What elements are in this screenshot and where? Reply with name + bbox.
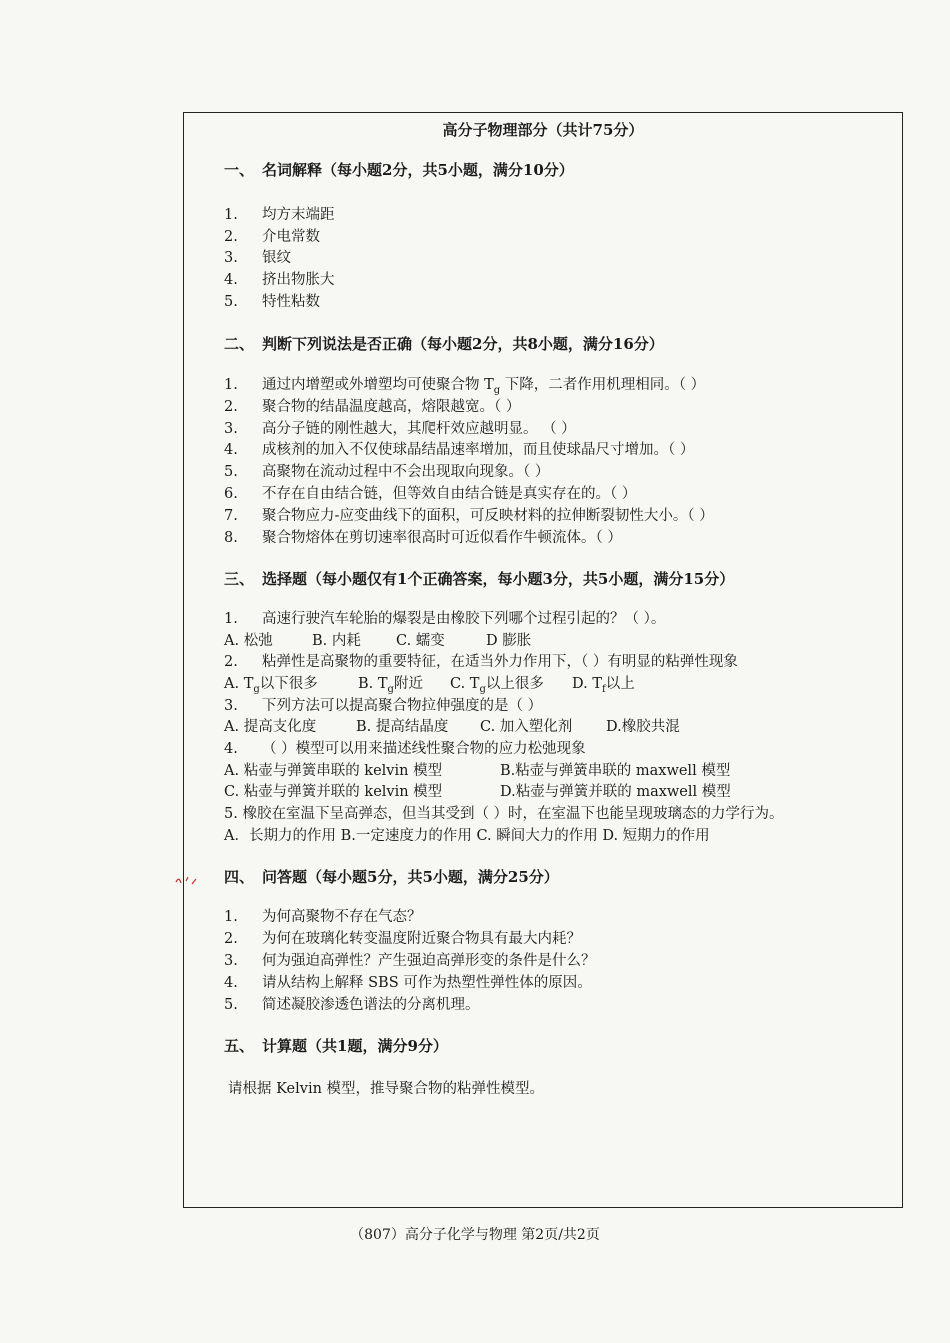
option-d: D.橡胶共混: [606, 719, 680, 735]
option-c: C. 加入塑化剂: [480, 719, 573, 735]
section-3-title: 选择题（每小题仅有1个正确答案，每小题3分，共5小题，满分15分）: [262, 570, 735, 588]
list-item: [224, 951, 596, 971]
item-text: 聚合物熔体在剪切速率很高时可近似看作牛顿流体。（ ）: [262, 530, 622, 546]
list-item: [224, 292, 320, 312]
section-5-number: 五、: [224, 1037, 255, 1055]
question-1: [224, 609, 665, 629]
option-text: C. T: [450, 676, 480, 692]
item-text: 请从结构上解释 SBS 可作为热塑性弹性体的原因。: [262, 975, 592, 991]
item-number: 3.: [224, 953, 238, 969]
section-1-number: 一、: [224, 161, 255, 179]
section-5-title: 计算题（共1题，满分9分）: [262, 1037, 448, 1055]
item-text: 银纹: [262, 250, 291, 266]
item-text: 何为强迫高弹性？产生强迫高弹形变的条件是什么？: [262, 953, 596, 969]
option-text: A. T: [224, 676, 254, 692]
subscript: g: [387, 683, 394, 695]
list-item: [224, 484, 636, 504]
question-3: [224, 696, 542, 716]
item-number: 3.: [224, 250, 238, 266]
item-number: 5.: [224, 997, 238, 1013]
item-text: 特性粘数: [262, 294, 320, 310]
red-pen-mark-icon: [174, 872, 214, 888]
list-item: [224, 248, 291, 268]
section-2-title: 判断下列说法是否正确（每小题2分，共8小题，满分16分）: [262, 335, 664, 353]
section-2-number: 二、: [224, 335, 255, 353]
list-item: [224, 995, 480, 1015]
item-text: 不存在自由结合链，但等效自由结合链是真实存在的。（ ）: [262, 486, 637, 502]
option-text: 以下很多: [259, 676, 318, 692]
section-2-heading: [224, 333, 664, 354]
item-number: 1.: [224, 611, 238, 627]
list-item: [224, 506, 714, 526]
item-text: 聚合物的结晶温度越高，熔限越宽。（ ）: [262, 399, 521, 415]
question-5-options: A．长期力的作用 B.一定速度力的作用 C. 瞬间大力的作用 D. 短期力的作用: [224, 828, 710, 844]
item-text: （ ）模型可以用来描述线性聚合物的应力松弛现象: [262, 741, 586, 757]
option-a: A. 粘壶与弹簧串联的 kelvin 模型: [224, 763, 443, 779]
question-4: [224, 739, 586, 759]
item-text: 成核剂的加入不仅使球晶结晶速率增加，而且使球晶尺寸增加。（ ）: [262, 442, 695, 458]
question-3-options: [224, 717, 680, 737]
item-number: 1.: [224, 207, 238, 223]
item-number: 3.: [224, 421, 238, 437]
option-b: B.粘壶与弹簧串联的 maxwell 模型: [500, 763, 731, 779]
list-item: [224, 462, 549, 482]
item-text: 高聚物在流动过程中不会出现取向现象。（ ）: [262, 464, 550, 480]
section-3-heading: [224, 568, 734, 589]
item-number: 5.: [224, 464, 238, 480]
item-number: 4.: [224, 442, 238, 458]
item-number: 4.: [224, 741, 238, 757]
page-footer: （807）高分子化学与物理 第2页/共2页: [350, 1227, 600, 1243]
option-text: 以上很多: [485, 676, 544, 692]
calculation-question: 请根据 Kelvin 模型，推导聚合物的粘弹性模型。: [228, 1081, 545, 1097]
item-number: 2.: [224, 229, 238, 245]
item-text: 为何高聚物不存在气态？: [262, 909, 422, 925]
section-1-heading: [224, 159, 574, 180]
question-1-options: [224, 631, 531, 651]
subscript: g: [479, 683, 486, 695]
option-text: D. T: [572, 676, 602, 692]
option-d: [572, 674, 635, 700]
exam-frame: [183, 112, 903, 1208]
list-item: [224, 907, 422, 927]
list-item: [224, 973, 592, 993]
option-d: D.粘壶与弹簧并联的 maxwell 模型: [500, 784, 731, 800]
section-3-number: 三、: [224, 570, 255, 588]
item-text: 通过内增塑或外增塑均可使聚合物 T: [262, 377, 494, 393]
option-text: B. T: [358, 676, 388, 692]
item-number: 2.: [224, 931, 238, 947]
question-4-options-row-2: [224, 782, 731, 802]
item-number: 5.: [224, 294, 238, 310]
section-5-heading: [224, 1035, 448, 1056]
item-text: 下降，二者作用机理相同。（ ）: [500, 377, 706, 393]
question-5: 5. 橡胶在室温下呈高弹态，但当其受到（ ）时，在室温下也能呈现玻璃态的力学行为。: [224, 806, 784, 822]
question-2: [224, 652, 738, 672]
item-text: 高分子链的刚性越大，其爬杆效应越明显。 （ ）: [262, 421, 576, 437]
item-text: 为何在玻璃化转变温度附近聚合物具有最大内耗？: [262, 931, 581, 947]
section-4-number: 四、: [224, 868, 255, 886]
item-number: 4.: [224, 272, 238, 288]
item-number: 7.: [224, 508, 238, 524]
question-4-options-row-1: [224, 761, 730, 781]
item-text: 高速行驶汽车轮胎的爆裂是由橡胶下列哪个过程引起的？（ ）。: [262, 611, 666, 627]
item-text: 聚合物应力-应变曲线下的面积，可反映材料的拉伸断裂韧性大小。（ ）: [262, 508, 714, 524]
option-b: B. 内耗: [312, 633, 361, 649]
subscript: g: [253, 683, 260, 695]
subscript: f: [602, 683, 606, 695]
item-number: 2.: [224, 654, 238, 670]
list-item: [224, 528, 622, 548]
option-b: B. 提高结晶度: [356, 719, 449, 735]
section-1-title: 名词解释（每小题2分，共5小题，满分10分）: [262, 161, 574, 179]
item-number: 6.: [224, 486, 238, 502]
subscript: g: [493, 384, 501, 396]
item-text: 均方末端距: [262, 207, 335, 223]
section-4-title: 问答题（每小题5分，共5小题，满分25分）: [262, 868, 559, 886]
section-4-heading: [224, 866, 559, 887]
option-text: 附近: [393, 676, 423, 692]
list-item: [224, 227, 320, 247]
option-a: A. 松弛: [224, 633, 273, 649]
option-a: A. 提高支化度: [224, 719, 317, 735]
list-item: [224, 440, 694, 460]
item-text: 介电常数: [262, 229, 320, 245]
item-text: 下列方法可以提高聚合物拉伸强度的是（ ）: [262, 698, 543, 714]
item-text: 粘弹性是高聚物的重要特征，在适当外力作用下，（ ）有明显的粘弹性现象: [262, 654, 738, 670]
option-c: C. 粘壶与弹簧并联的 kelvin 模型: [224, 784, 443, 800]
list-item: [224, 270, 335, 290]
item-text: 简述凝胶渗透色谱法的分离机理。: [262, 997, 480, 1013]
item-text: 挤出物胀大: [262, 272, 335, 288]
list-item: [224, 929, 581, 949]
item-number: 3.: [224, 698, 238, 714]
list-item: [224, 419, 576, 439]
item-number: 8.: [224, 530, 238, 546]
item-number: 1.: [224, 377, 238, 393]
list-item: [224, 397, 520, 417]
item-number: 1.: [224, 909, 238, 925]
page-title: 高分子物理部分（共计75分）: [442, 121, 644, 139]
option-text: 以上: [605, 676, 635, 692]
item-number: 2.: [224, 399, 238, 415]
option-c: C. 蠕变: [396, 633, 445, 649]
item-number: 4.: [224, 975, 238, 991]
option-d: D 膨胀: [486, 633, 532, 649]
list-item: [224, 205, 335, 225]
